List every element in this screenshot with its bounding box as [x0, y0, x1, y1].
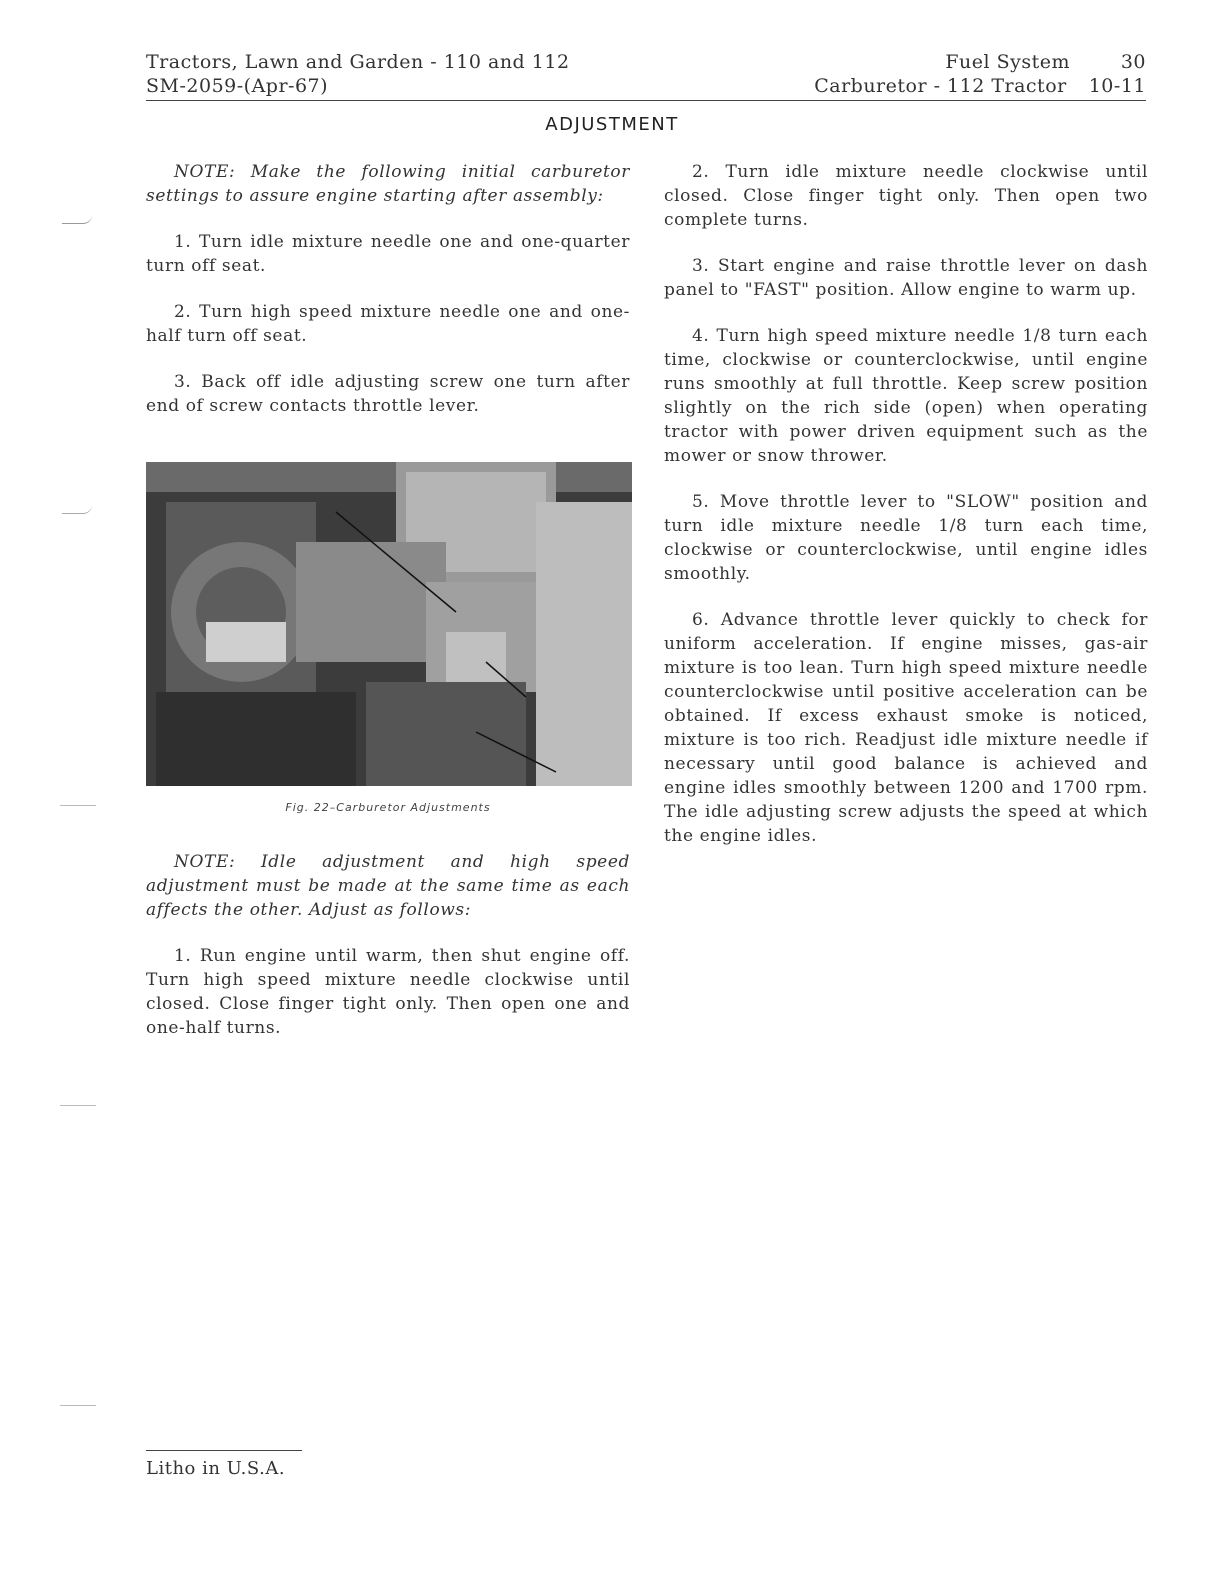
figure-caption: Fig. 22–Carburetor Adjustments: [285, 801, 491, 814]
page-number: 30: [1120, 51, 1146, 73]
step-idle-needle: 1. Turn idle mixture needle one and one-quarter turn off seat.: [146, 232, 630, 276]
subsection-name: Carburetor - 112 Tractor: [814, 75, 1067, 97]
step-high-speed-adjust: 4. Turn high speed mixture needle 1/8 turn each time, clockwise or counterclockwise, until engine runs smoothly at full throttle. Keep screw position slightly on the rich side (open) when operating tractor with power driven equipment such as the mower or snow thrower.: [664, 326, 1148, 466]
margin-mark: [60, 1105, 96, 1106]
step-warm-engine: 1. Run engine until warm, then shut engine off. Turn high speed mixture needle clockwise until closed. Close finger tight only. Then open one and one-half turns.: [146, 946, 630, 1038]
footer-text: Litho in U.S.A.: [146, 1458, 286, 1479]
step-acceleration-check: 6. Advance throttle lever quickly to check for uniform acceleration. If engine misses, gas-air mixture is too lean. Turn high speed mixture needle counterclockwise until positive acceleration can be obtained. If excess exhaust smoke is noticed, mixture is too rich. Readjust idle mixture needle if necessary until good balance is achieved and engine idles smoothly between 1200 and 1700 rpm. The idle adjusting screw adjusts the speed at which the engine idles.: [664, 610, 1148, 846]
header-rule: [146, 100, 1146, 101]
right-column: [664, 160, 1148, 870]
footer-rule: [146, 1450, 302, 1451]
manual-title: Tractors, Lawn and Garden - 110 and 112: [146, 51, 570, 73]
left-column: [146, 160, 630, 1062]
step-idle-adjust: 5. Move throttle lever to "SLOW" position and turn idle mixture needle 1/8 turn each time, clockwise or counterclockwise, until engine idles smoothly.: [664, 492, 1148, 584]
step-idle-screw: 3. Back off idle adjusting screw one turn after end of screw contacts throttle lever.: [146, 372, 630, 416]
section-title: ADJUSTMENT: [545, 114, 679, 135]
margin-mark: [62, 215, 92, 224]
carburetor-photo: [146, 462, 632, 786]
manual-number: SM-2059-(Apr-67): [146, 75, 329, 97]
header-right: [814, 50, 1146, 98]
note-initial-settings: NOTE: Make the following initial carburetor settings to assure engine starting after assembly:: [146, 162, 630, 206]
step-start-engine: 3. Start engine and raise throttle lever on dash panel to "FAST" position. Allow engine to warm up.: [664, 256, 1148, 300]
note-adjust-together: NOTE: Idle adjustment and high speed adjustment must be made at the same time as each affects the other. Adjust as follows:: [146, 852, 630, 920]
margin-mark: [60, 805, 96, 806]
margin-mark: [62, 505, 92, 514]
step-high-speed-needle: 2. Turn high speed mixture needle one and one-half turn off seat.: [146, 302, 630, 346]
margin-mark: [60, 1405, 96, 1406]
section-name: Fuel System: [945, 51, 1070, 73]
header-left: [146, 50, 570, 98]
page-subnumber: 10-11: [1088, 75, 1146, 97]
carburetor-illustration: [146, 462, 632, 786]
step-close-idle-needle: 2. Turn idle mixture needle clockwise until closed. Close finger tight only. Then open two complete turns.: [664, 162, 1148, 230]
